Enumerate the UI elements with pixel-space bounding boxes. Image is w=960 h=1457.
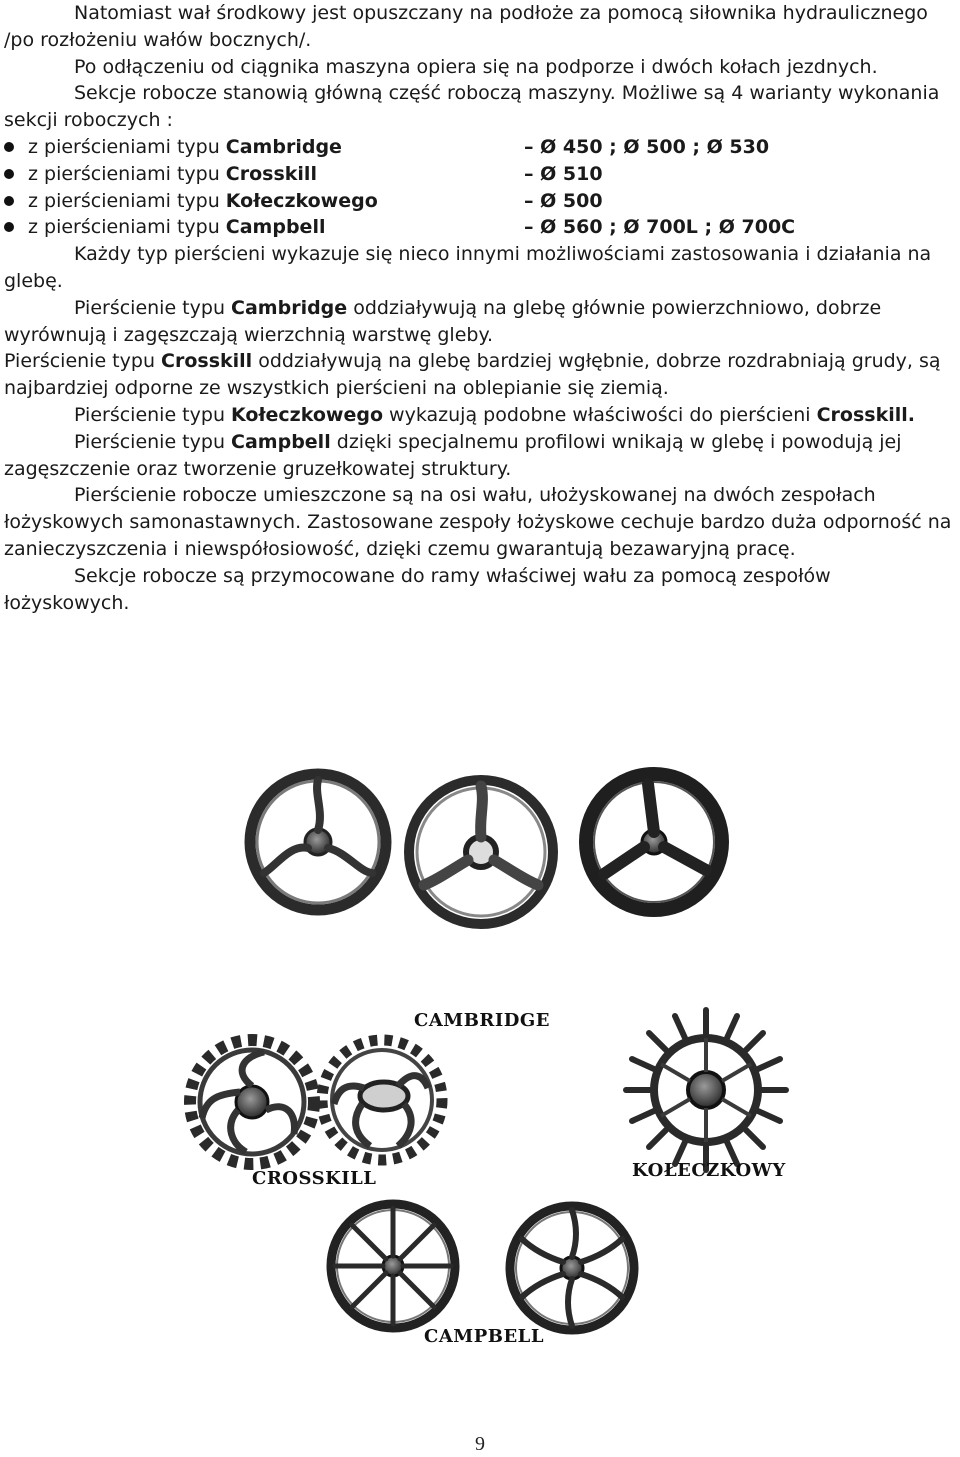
paragraph: Sekcje robocze stanowią główną część roboczą maszyny. Możliwe są 4 warianty wykonania sekcji roboczych : <box>4 82 940 132</box>
ring-type: Crosskill <box>225 162 317 185</box>
campbell-ring-left-icon <box>331 1204 455 1328</box>
koleczkowy-ring-icon <box>626 1010 786 1170</box>
ring-diameters: – Ø 450 ; Ø 500 ; Ø 530 <box>524 135 770 158</box>
paragraph: Pierścienie typu Crosskill oddziaływują na glebę bardziej wgłębnie, dobrze rozdrabniają grudy, są najbardziej odporne ze wszystkich pierścieni na oblepianie się ziemią. <box>4 350 941 400</box>
list-item: z pierścieniami typu Campbell – Ø 560 ; Ø 700L ; Ø 700C <box>4 214 956 241</box>
bullet-icon <box>4 196 14 206</box>
paragraph: Pierścienie typu Campbell dzięki specjalnemu profilowi wnikają w glebę i powodują jej zagęszczenie oraz tworzenie gruzełkowatej struktury. <box>4 430 902 480</box>
paragraph: Natomiast wał środkowy jest opuszczany na podłoże za pomocą siłownika hydraulicznego /po rozłożeniu wałów bocznych/. <box>4 2 928 51</box>
paragraph: Pierścienie robocze umieszczone są na osi wału, ułożyskowanej na dwóch zespołach łożyskowych samonastawnych. Zastosowane zespoły łożyskowe cechuje bardzo duża odporność na zanieczyszczenia i niewspółosiowość, dzięki czemu gwarantują bezawaryjną pracę. <box>4 484 952 560</box>
ring-variant-list <box>4 134 956 241</box>
list-item: z pierścieniami typu Cambridge – Ø 450 ; Ø 500 ; Ø 530 <box>4 134 956 161</box>
ring-types-figure <box>0 760 960 1360</box>
caption-cambridge: CAMBRIDGE <box>414 1010 551 1031</box>
ring-diameters: – Ø 510 <box>524 162 603 185</box>
list-item: z pierścieniami typu Crosskill – Ø 510 <box>4 161 956 188</box>
ring-type: Cambridge <box>225 135 342 158</box>
list-item: z pierścieniami typu Kołeczkowego – Ø 500 <box>4 188 956 215</box>
crosskill-ring-left-icon <box>190 1040 314 1164</box>
ring-diameters: – Ø 500 <box>524 189 603 212</box>
cambridge-ring-center-icon <box>409 780 553 924</box>
body-text <box>4 0 956 616</box>
campbell-ring-right-icon <box>510 1206 634 1330</box>
caption-koleczkowy: KOŁECZKOWY <box>632 1160 786 1181</box>
bullet-icon <box>4 169 14 179</box>
caption-campbell: CAMPBELL <box>424 1326 544 1347</box>
paragraph: Pierścienie typu Kołeczkowego wykazują podobne właściwości do pierścieni Crosskill. <box>74 403 915 426</box>
ring-type: Campbell <box>225 216 326 239</box>
caption-crosskill: CROSSKILL <box>252 1168 377 1189</box>
bullet-icon <box>4 142 14 152</box>
ring-illustrations <box>0 760 960 1360</box>
paragraph: Sekcje robocze są przymocowane do ramy właściwej wału za pomocą zespołów łożyskowych. <box>4 564 831 614</box>
bullet-icon <box>4 222 14 232</box>
ring-diameters: – Ø 560 ; Ø 700L ; Ø 700C <box>524 216 796 239</box>
crosskill-ring-center-icon <box>322 1040 442 1160</box>
paragraph: Pierścienie typu Cambridge oddziaływują na glebę głównie powierzchniowo, dobrze wyrównują i zagęszczają wierzchnią warstwę gleby. <box>4 296 882 346</box>
cambridge-ring-right-icon <box>586 774 722 910</box>
page-number: 9 <box>475 1433 485 1455</box>
cambridge-ring-left-icon <box>250 774 386 910</box>
paragraph: Po odłączeniu od ciągnika maszyna opiera się na podporze i dwóch kołach jezdnych. <box>74 55 878 78</box>
paragraph: Każdy typ pierścieni wykazuje się nieco innymi możliwościami zastosowania i działania na glebę. <box>4 243 932 292</box>
ring-type: Kołeczkowego <box>225 189 378 212</box>
